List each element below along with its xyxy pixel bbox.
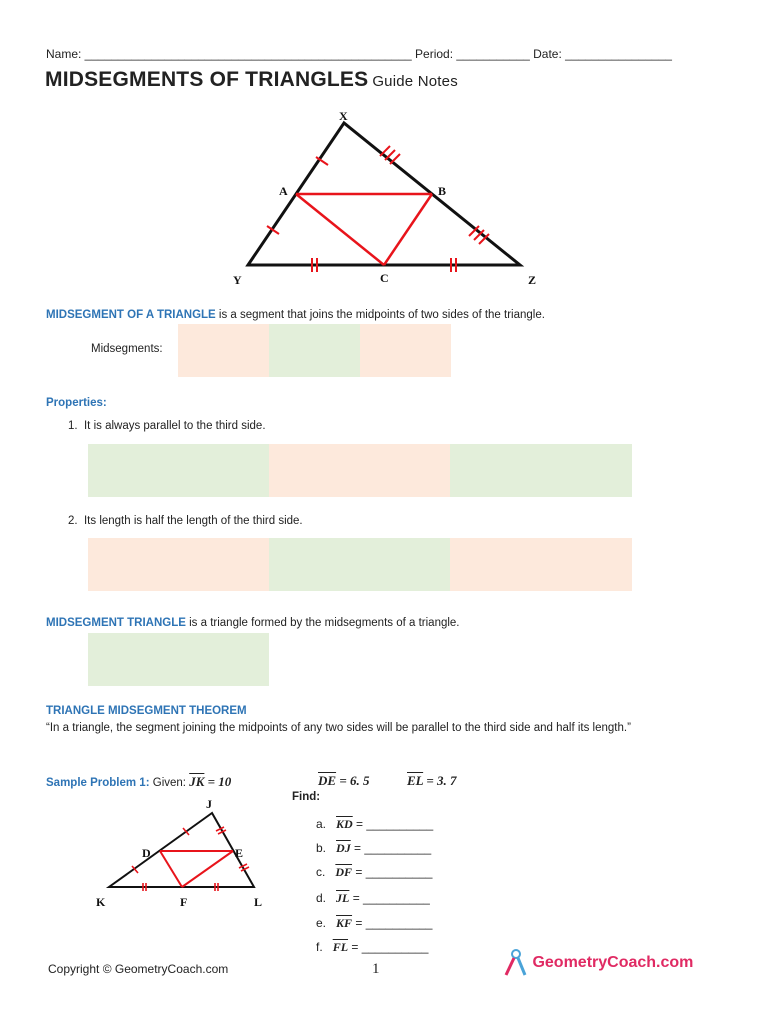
property-2-text: Its length is half the length of the third side. <box>83 515 303 527</box>
copyright: Copyright © GeometryCoach.com <box>48 962 229 976</box>
midsegment-ef <box>182 851 233 887</box>
congruence-ticks <box>267 146 489 272</box>
label-c: C <box>380 271 389 285</box>
answer-box-parallel-2[interactable] <box>269 444 450 497</box>
label-f: F <box>180 895 188 909</box>
find-item-a: a. $\overline{KD}$ = __________ <box>316 817 434 831</box>
label-e: E <box>235 846 244 860</box>
midsegment-definition <box>46 309 545 321</box>
answer-box-half-1[interactable] <box>88 538 269 591</box>
title-main: MIDSEGMENTS OF TRIANGLES <box>45 68 369 91</box>
midsegment-triangle-text: is a triangle formed by the midsegments of a triangle. <box>185 617 460 629</box>
find-item-d: d. $\overline{JL}$ = __________ <box>316 891 430 905</box>
theorem-heading: TRIANGLE MIDSEGMENT THEOREM <box>46 705 247 717</box>
page-title <box>45 68 458 92</box>
label-x: X <box>339 109 348 123</box>
page-number: 1 <box>372 961 380 977</box>
label-k: K <box>96 895 106 909</box>
label-d: D <box>142 846 151 860</box>
label-l: L <box>254 895 263 909</box>
answer-box-midsegment-2[interactable] <box>269 324 360 377</box>
definition-term: MIDSEGMENT OF A TRIANGLE <box>46 309 216 321</box>
answer-box-midsegment-1[interactable] <box>178 324 269 377</box>
property-2-num: 2. <box>68 515 78 527</box>
compass-icon <box>502 948 528 978</box>
answer-box-half-2[interactable] <box>269 538 450 591</box>
midsegment-bc <box>384 194 432 265</box>
midsegments-label: Midsegments: <box>91 343 163 355</box>
property-2 <box>68 515 303 527</box>
label-a: A <box>279 184 288 198</box>
triangle-jkl-figure <box>92 795 277 915</box>
answer-box-midsegment-triangle[interactable] <box>88 633 269 686</box>
properties-heading: Properties: <box>46 397 107 409</box>
find-item-b: b. $\overline{DJ}$ = __________ <box>316 841 432 855</box>
header-name-period-date: Name: _________________________________________________ Period: ___________ Date: ________________ <box>46 47 672 61</box>
midsegment-triangle-def <box>160 851 233 887</box>
given-el: $\overline{EL} = 3$. 7 <box>407 773 457 788</box>
label-z: Z <box>528 273 537 287</box>
geometrycoach-logo <box>502 948 693 978</box>
answer-box-half-3[interactable] <box>450 538 632 591</box>
label-b: B <box>438 184 447 198</box>
definition-text: is a segment that joins the midpoints of two sides of the triangle. <box>215 309 545 321</box>
property-1-text: It is always parallel to the third side. <box>83 420 266 432</box>
given-label: Given: <box>152 777 186 789</box>
midsegment-triangle-abc <box>296 194 432 265</box>
midsegment-ac <box>296 194 384 265</box>
given-de: $\overline{DE} = 6$. 5 <box>318 773 370 788</box>
find-item-c: c. $\overline{DF}$ = __________ <box>316 865 433 879</box>
midsegment-triangle-definition <box>46 617 460 629</box>
label-y: Y <box>233 273 242 287</box>
midsegment-df <box>160 851 182 887</box>
label-j: J <box>206 797 212 811</box>
sample-problem-heading <box>46 774 231 790</box>
answer-box-midsegment-3[interactable] <box>360 324 451 377</box>
midsegment-triangle-term: MIDSEGMENT TRIANGLE <box>46 617 186 629</box>
title-sub: Guide Notes <box>372 73 458 90</box>
given-jk: $\overline{JK} = 10$ <box>189 774 232 789</box>
answer-box-parallel-3[interactable] <box>450 444 632 497</box>
find-item-e: e. $\overline{KF}$ = __________ <box>316 916 433 930</box>
theorem-quote: “In a triangle, the segment joining the midpoints of any two sides will be parallel to the third side and half its length.” <box>46 722 631 734</box>
property-1-num: 1. <box>68 420 78 432</box>
find-label: Find: <box>292 791 321 803</box>
property-1 <box>68 420 266 432</box>
sample-problem-label: Sample Problem 1: <box>46 777 150 789</box>
find-item-f: f. $\overline{FL}$ = __________ <box>316 940 429 954</box>
logo-text: GeometryCoach.com <box>532 954 694 971</box>
answer-box-parallel-1[interactable] <box>88 444 269 497</box>
triangle-xyz-figure <box>230 105 550 290</box>
